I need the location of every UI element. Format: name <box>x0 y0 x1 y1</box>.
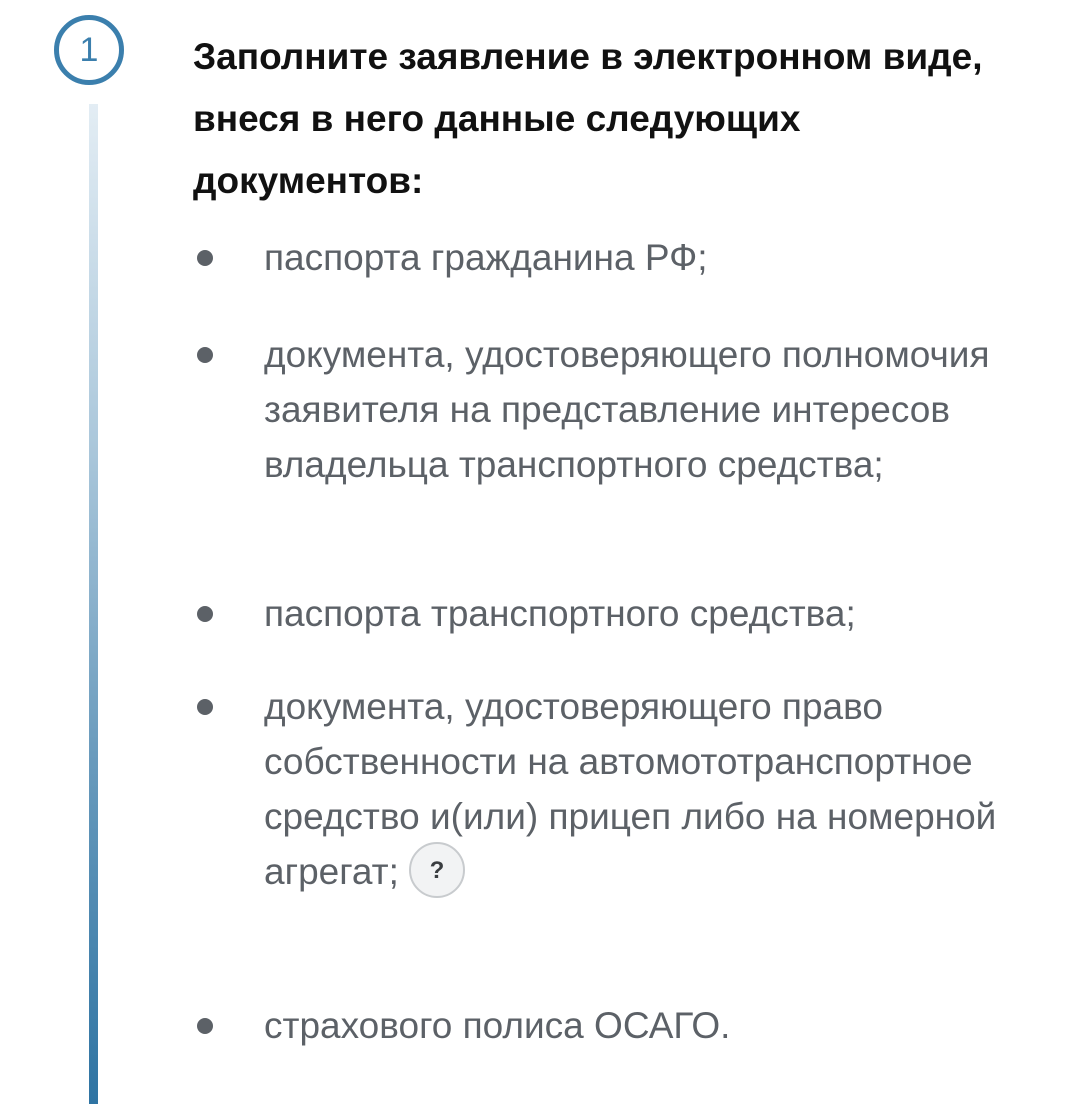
list-item-text-content: документа, удостоверяющего право собственности на автомототранспортное средство и(или) прицеп либо на номерной агрегат; <box>264 686 997 892</box>
list-item-passport <box>193 230 1033 285</box>
step-number-badge <box>54 15 124 85</box>
list-item-text: паспорта гражданина РФ; <box>264 237 708 278</box>
list-item-osago-policy <box>193 998 1033 1053</box>
list-item-text: паспорта транспортного средства; <box>264 593 856 634</box>
list-item-text <box>264 679 1024 902</box>
list-item-text: документа, удостоверяющего полномочия заявителя на представление интересов владельца транспортного средства; <box>264 334 990 485</box>
bullet-dot-icon <box>197 250 213 266</box>
bullet-dot-icon <box>197 1018 213 1034</box>
bullet-dot-icon <box>197 347 213 363</box>
step-progress-line <box>89 104 98 1104</box>
list-item-ownership-document <box>193 679 1033 902</box>
step-title: Заполните заявление в электронном виде, внеся в него данные следующих документов: <box>193 36 983 201</box>
step-number: 1 <box>79 30 99 69</box>
list-item-vehicle-passport <box>193 586 1033 641</box>
list-item-text: страхового полиса ОСАГО. <box>264 1005 731 1046</box>
bullet-dot-icon <box>197 606 213 622</box>
question-mark-icon[interactable]: ? <box>409 842 465 898</box>
list-item-authority-document <box>193 327 1033 492</box>
bullet-dot-icon <box>197 699 213 715</box>
